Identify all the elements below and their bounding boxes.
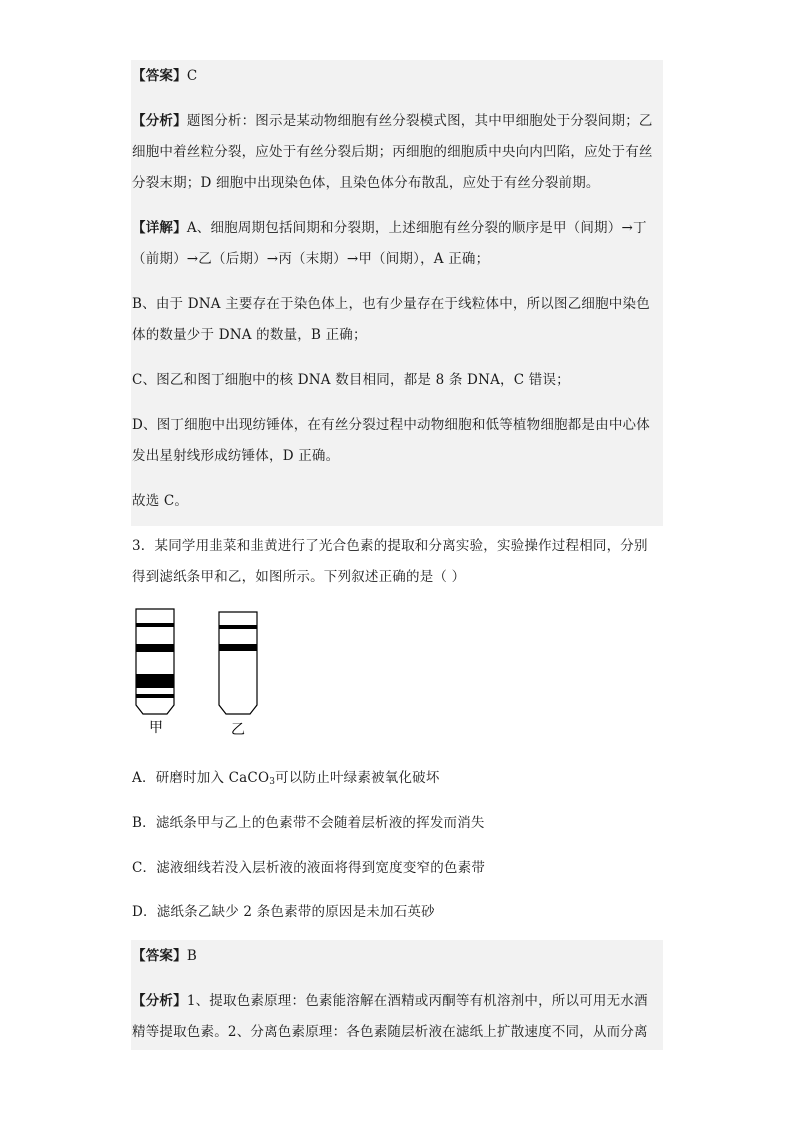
strip-yi xyxy=(219,612,257,714)
analysis-tag-2: 【分析】 xyxy=(132,993,187,1009)
analysis2-line-1 xyxy=(132,991,662,1011)
option-d: D．滤纸条乙缺少 2 条色素带的原因是未加石英砂 xyxy=(132,904,435,920)
detail-d-line-2: 发出星射线形成纺锤体，D 正确。 xyxy=(132,448,340,464)
analysis-line-1 xyxy=(132,111,662,131)
option-a xyxy=(132,768,662,788)
pigment-band xyxy=(219,644,257,651)
option-a-suffix: 可以防止叶绿素被氧化破坏 xyxy=(275,770,440,786)
option-c: C．滤液细线若没入层析液的液面将得到宽度变窄的色素带 xyxy=(132,860,486,876)
answer-line-2 xyxy=(132,946,662,966)
detail-line-2: （前期）→乙（后期）→丙（末期）→甲（间期），A 正确； xyxy=(132,251,490,267)
strip-label-yi: 乙 xyxy=(231,722,245,738)
analysis-text-1: 题图分析：图示是某动物细胞有丝分裂模式图，其中甲细胞处于分裂间期；乙 xyxy=(186,113,653,129)
question-stem-line-2: 得到滤纸条甲和乙，如图所示。下列叙述正确的是（ ） xyxy=(132,569,466,585)
answer-value: C xyxy=(186,68,198,84)
analysis-line-3: 分裂末期；D 细胞中出现染色体，且染色体分布散乱，应处于有丝分裂前期。 xyxy=(132,175,600,191)
option-b: B．滤纸条甲与乙上的色素带不会随着层析液的挥发而消失 xyxy=(132,815,485,831)
pigment-band xyxy=(219,625,257,629)
pigment-band xyxy=(136,674,174,688)
strip-jia xyxy=(136,609,174,714)
analysis-line-2: 细胞中着丝粒分裂，应处于有丝分裂后期；丙细胞的细胞质中央向内凹陷，应处于有丝 xyxy=(132,144,653,160)
detail-c-line: C、图乙和图丁细胞中的核 DNA 数目相同，都是 8 条 DNA，C 错误； xyxy=(132,372,570,388)
answer-line xyxy=(132,66,662,86)
detail-text-1: A、细胞周期包括间期和分裂期，上述细胞有丝分裂的顺序是甲（间期）→丁 xyxy=(186,220,647,236)
conclusion-line: 故选 C。 xyxy=(132,493,189,509)
pigment-band xyxy=(136,623,174,627)
filter-paper-strips-figure xyxy=(130,605,280,740)
analysis2-line-2: 精等提取色素。2、分离色素原理：各色素随层析液在滤纸上扩散速度不同，从而分离 xyxy=(132,1024,648,1040)
detail-b-line-1: B、由于 DNA 主要存在于染色体上，也有少量存在于线粒体中，所以图乙细胞中染色 xyxy=(132,296,650,312)
answer-tag: 【答案】 xyxy=(132,68,187,84)
pigment-band xyxy=(136,694,174,698)
analysis-tag: 【分析】 xyxy=(132,113,187,129)
question-stem-line-1: 3．某同学用韭菜和韭黄进行了光合色素的提取和分离实验，实验操作过程相同，分别 xyxy=(132,538,648,554)
answer-value-2: B xyxy=(186,948,197,964)
detail-d-line-1: D、图丁细胞中出现纺锤体，在有丝分裂过程中动物细胞和低等植物细胞都是由中心体 xyxy=(132,417,650,433)
answer-tag-2: 【答案】 xyxy=(132,948,187,964)
option-a-prefix: A．研磨时加入 CaCO xyxy=(132,770,270,786)
detail-tag: 【详解】 xyxy=(132,220,187,236)
analysis2-text-1: 1、提取色素原理：色素能溶解在酒精或丙酮等有机溶剂中，所以可用无水酒 xyxy=(186,993,648,1009)
strip-label-jia: 甲 xyxy=(149,720,163,736)
pigment-band xyxy=(136,644,174,652)
detail-b-line-2: 体的数量少于 DNA 的数量，B 正确； xyxy=(132,327,367,343)
detail-line-1 xyxy=(132,218,662,238)
option-a-subscript: 3 xyxy=(269,777,276,787)
